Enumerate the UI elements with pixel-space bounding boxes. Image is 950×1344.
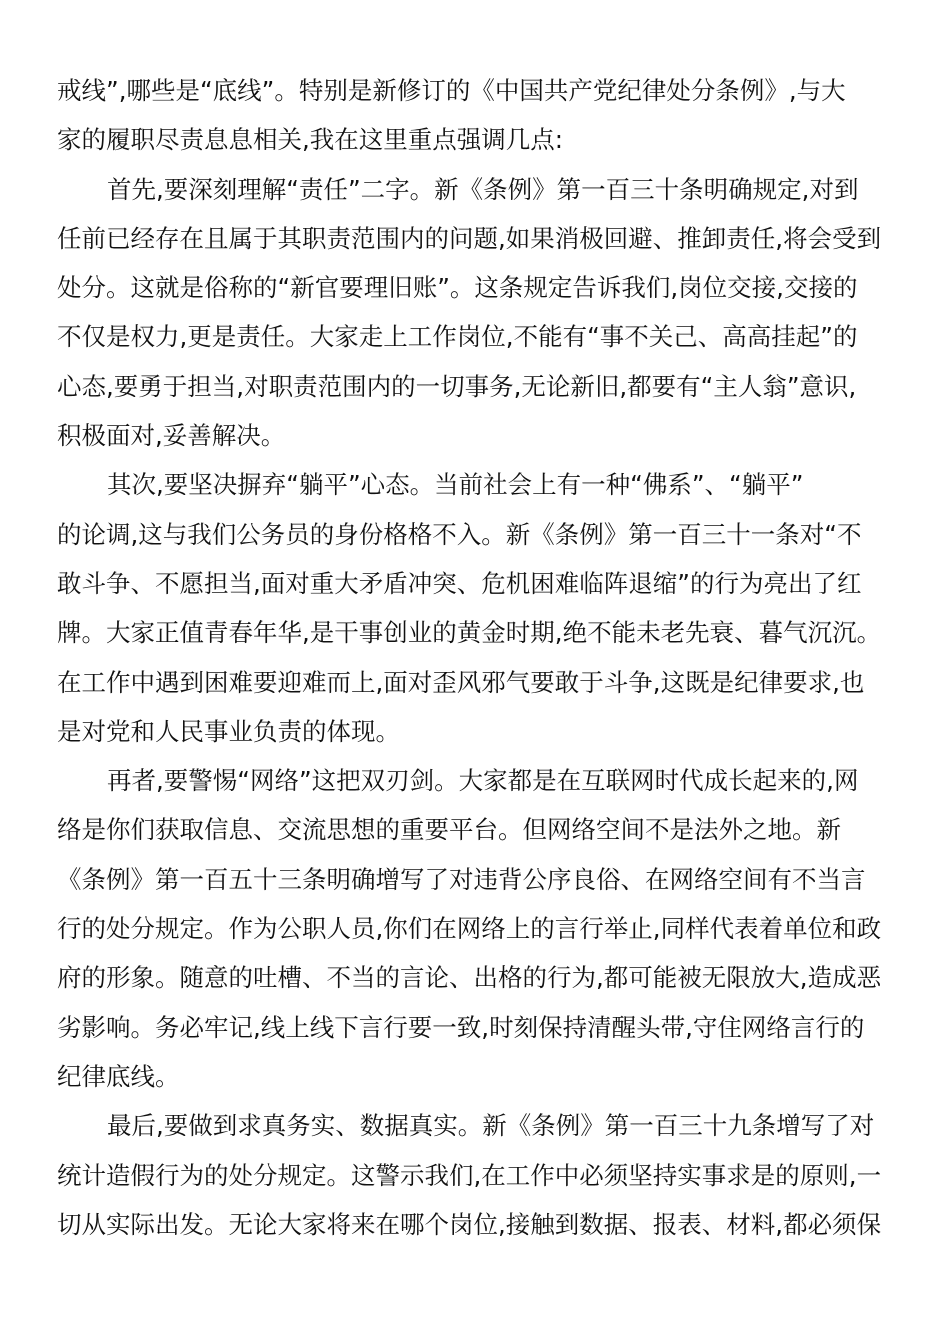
text-line: 行的处分规定。作为公职人员,你们在网络上的言行举止,同样代表着单位和政 — [57, 914, 882, 944]
paragraph-truthful-data — [57, 1101, 895, 1249]
text-line: 戒线”,哪些是“底线”。特别是新修订的《中国共产党纪律处分条例》,与大 — [57, 76, 846, 105]
text-line: 络是你们获取信息、交流思想的重要平台。但网络空间不是法外之地。新 — [57, 815, 841, 845]
text-line: 统计造假行为的处分规定。这警示我们,在工作中必须坚持实事求是的原则,一 — [57, 1160, 882, 1190]
text-line: 处分。这就是俗称的“新官要理旧账”。这条规定告诉我们,岗位交接,交接的 — [57, 273, 858, 303]
text-line: 切从实际出发。无论大家将来在哪个岗位,接触到数据、报表、材料,都必须保 — [57, 1209, 882, 1239]
text-line: 不仅是权力,更是责任。大家走上工作岗位,不能有“事不关己、高高挂起”的 — [57, 322, 858, 352]
text-line: 《条例》第一百五十三条明确增写了对违背公序良俗、在网络空间有不当言 — [57, 864, 866, 894]
text-line: 首先,要深刻理解“责任”二字。新《条例》第一百三十条明确规定,对到 — [107, 174, 859, 204]
text-line: 再者,要警惕“网络”这把双刃剑。大家都是在互联网时代成长起来的,网 — [107, 766, 859, 796]
paragraph-continuation — [57, 66, 895, 165]
text-line: 府的形象。随意的吐槽、不当的言论、出格的行为,都可能被无限放大,造成恶 — [57, 963, 882, 993]
text-line: 敢斗争、不愿担当,面对重大矛盾冲突、危机困难临阵退缩”的行为亮出了红 — [57, 568, 862, 598]
document-page — [57, 66, 895, 1249]
text-line: 纪律底线。 — [57, 1061, 180, 1091]
text-line: 心态,要勇于担当,对职责范围内的一切事务,无论新旧,都要有“主人翁”意识, — [57, 371, 857, 401]
text-line: 积极面对,妥善解决。 — [57, 421, 286, 451]
paragraph-responsibility — [57, 165, 895, 461]
text-line: 在工作中遇到困难要迎难而上,面对歪风邪气要敢于斗争,这既是纪律要求,也 — [57, 667, 865, 697]
text-line: 的论调,这与我们公务员的身份格格不入。新《条例》第一百三十一条对“不 — [57, 519, 862, 549]
paragraph-network — [57, 756, 895, 1101]
text-line: 牌。大家正值青春年华,是干事创业的黄金时期,绝不能未老先衰、暮气沉沉。 — [57, 618, 882, 648]
text-line: 劣影响。务必牢记,线上线下言行要一致,时刻保持清醒头带,守住网络言行的 — [57, 1012, 865, 1042]
paragraph-lying-flat — [57, 460, 895, 756]
text-line: 是对党和人民事业负责的体现。 — [57, 716, 400, 746]
text-line: 任前已经存在且属于其职责范围内的问题,如果消极回避、推卸责任,将会受到 — [57, 223, 882, 253]
text-line: 最后,要做到求真务实、数据真实。新《条例》第一百三十九条增写了对 — [107, 1111, 875, 1141]
text-line: 家的履职尽责息息相关,我在这里重点强调几点: — [57, 125, 564, 155]
text-line: 其次,要坚决摒弃“躺平”心态。当前社会上有一种“佛系”、“躺平” — [107, 470, 804, 500]
